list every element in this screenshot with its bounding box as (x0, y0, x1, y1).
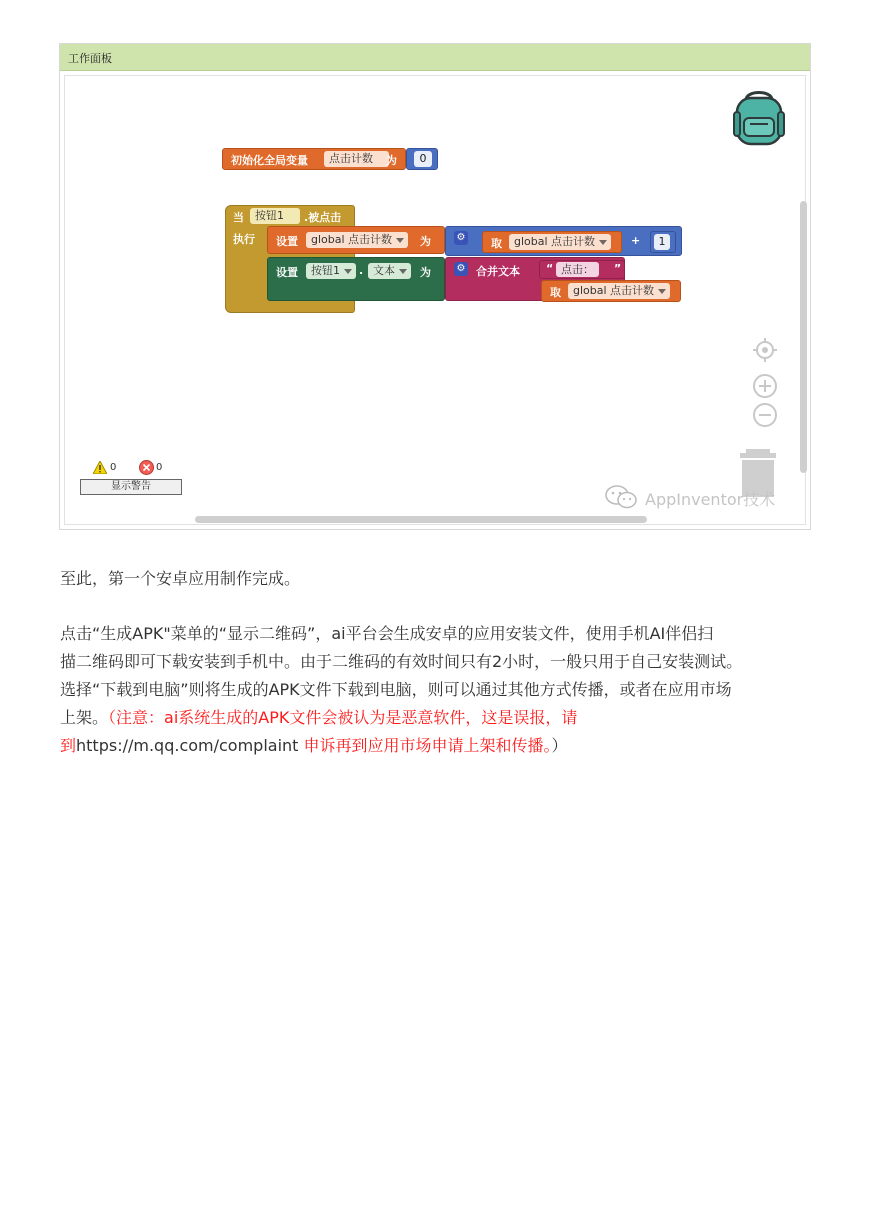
event-name-label: .被点击 (304, 211, 342, 224)
notice-start: （注意：ai系统生成的APK文件会被认为是恶意软件，这是误报，请 (108, 708, 578, 727)
event-component-name: 按钮1 (255, 209, 284, 222)
panel-title: 工作面板 (68, 52, 112, 65)
set2-label: 设置 (276, 266, 298, 279)
panel-header (60, 44, 810, 71)
wechat-icon (605, 484, 639, 510)
p2-line-2: 描二维码即可下载安装到手机中。由于二维码的有效时间只有2小时，一般只用于自己安装测试。 (60, 652, 743, 671)
notice-end: 申诉再到应用市场申请上架和传播。 (298, 736, 552, 755)
set2-dot: . (359, 264, 364, 277)
set1-as-label: 为 (420, 235, 431, 248)
set-component-block[interactable] (267, 257, 445, 301)
join-label: 合并文本 (476, 265, 520, 278)
paragraph-2 (60, 620, 820, 760)
event-do-label: 执行 (233, 233, 255, 246)
horizontal-scrollbar[interactable] (195, 516, 647, 523)
set2-property-dropdown[interactable] (368, 263, 411, 279)
recenter-icon[interactable] (752, 337, 778, 363)
notice-to: 到 (60, 736, 77, 755)
get2-label: 取 (550, 286, 561, 299)
string-value[interactable]: 点击： (556, 262, 599, 277)
init-global-block[interactable] (222, 148, 406, 170)
text-string-block[interactable] (539, 260, 625, 279)
close-quote: ” (614, 262, 622, 275)
show-warnings-button[interactable]: 显示警告 (80, 479, 182, 495)
error-icon (139, 460, 154, 475)
close-paren: ） (551, 736, 568, 755)
warning-icon (93, 461, 107, 474)
zoom-in-icon[interactable] (752, 373, 778, 399)
p2-line-4 (60, 704, 820, 732)
init-label: 初始化全局变量 (231, 154, 308, 167)
set1-var-dropdown[interactable] (306, 232, 408, 248)
event-component-dropdown[interactable] (250, 208, 300, 224)
number-value[interactable]: 0 (414, 151, 432, 167)
init-var-dropdown[interactable] (324, 151, 389, 167)
add-operator: + (631, 234, 641, 247)
get2-var-name: global 点击计数 (573, 284, 655, 297)
init-var-name: 点击计数 (329, 152, 373, 165)
set2-as-label: 为 (420, 266, 431, 279)
p2-line-1: 点击“生成APK"菜单的“显示二维码”，ai平台会生成安卓的应用安装文件，使用手机AI伴侣扫 (60, 624, 714, 643)
set2-component-name: 按钮1 (311, 264, 340, 277)
p2-line-3: 选择“下载到电脑”则将生成的APK文件下载到电脑，则可以通过其他方式传播，或者在应用市场 (60, 680, 732, 699)
warning-count: 0 (110, 462, 117, 473)
mutator-gear-icon[interactable]: ⚙ (454, 231, 468, 245)
set-global-block[interactable] (267, 226, 445, 254)
p2-line-5 (60, 732, 820, 760)
operand-value[interactable]: 1 (654, 234, 670, 250)
number-block-1[interactable] (650, 231, 676, 253)
set2-component-dropdown[interactable] (306, 263, 356, 279)
workspace-panel (59, 43, 811, 530)
vertical-scrollbar[interactable] (800, 201, 807, 473)
join-gear-icon[interactable]: ⚙ (454, 262, 468, 276)
watermark-text: AppInventor技术 (645, 490, 776, 509)
paragraph-1: 至此，第一个安卓应用制作完成。 (60, 569, 301, 588)
blocks-workspace[interactable] (64, 75, 806, 525)
get-global-block-1[interactable] (482, 231, 622, 253)
get1-var-name: global 点击计数 (514, 235, 596, 248)
set1-label: 设置 (276, 235, 298, 248)
init-as-label: 为 (386, 154, 397, 167)
event-when-label: 当 (233, 211, 244, 224)
complaint-link[interactable]: https://m.qq.com/complaint (76, 736, 299, 755)
error-count: 0 (156, 462, 163, 473)
set2-property-name: 文本 (373, 264, 395, 277)
get1-label: 取 (491, 237, 502, 250)
zoom-out-icon[interactable] (752, 402, 778, 428)
open-quote: “ (546, 262, 554, 275)
backpack-icon[interactable] (728, 86, 790, 148)
number-block-0[interactable] (406, 148, 438, 170)
p2-line-4-start: 上架。 (60, 708, 109, 727)
get1-var-dropdown[interactable] (509, 234, 611, 250)
set1-var-name: global 点击计数 (311, 233, 393, 246)
get2-var-dropdown[interactable] (568, 283, 670, 299)
get-global-block-2[interactable] (541, 280, 681, 302)
